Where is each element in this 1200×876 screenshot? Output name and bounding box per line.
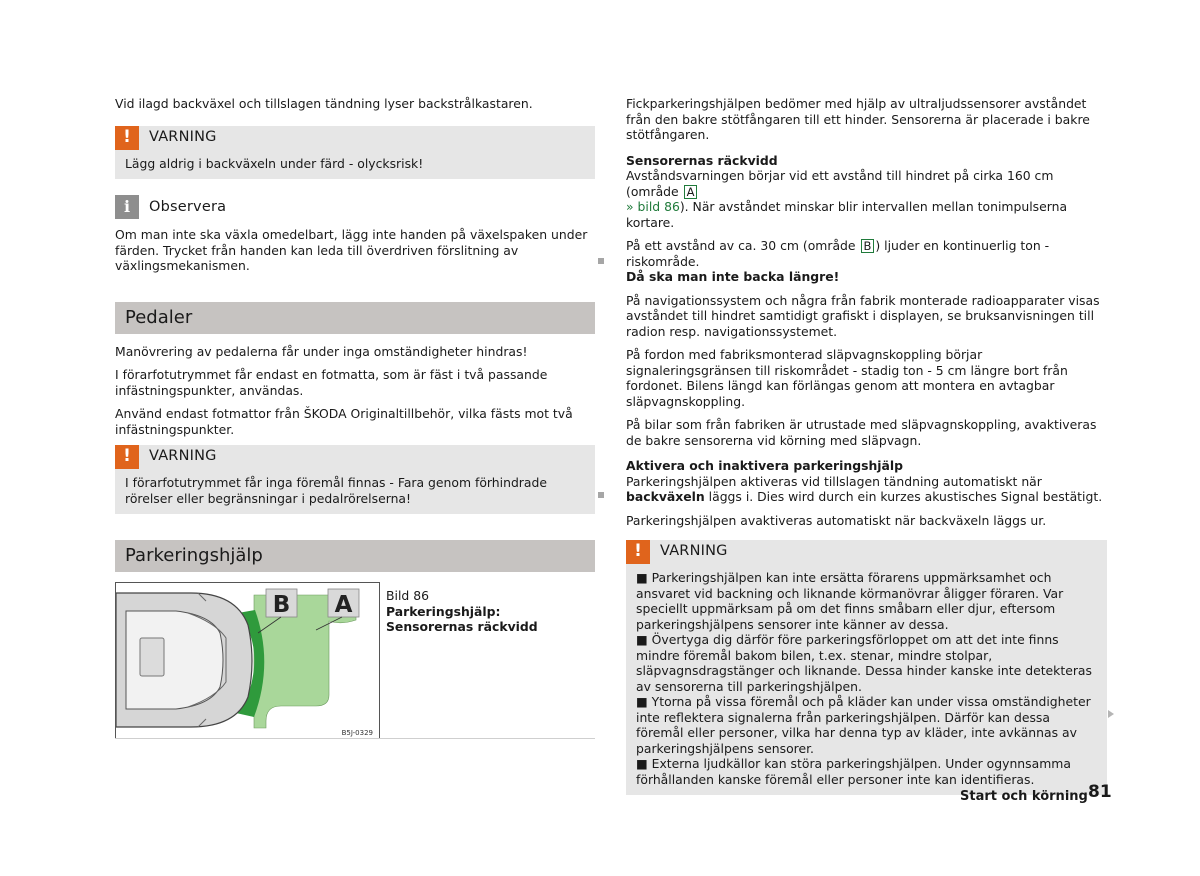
warning-list [626, 564, 1107, 795]
warning-item: ■ Ytorna på vissa föremål och på kläder kan under vissa omständigheter inte reflektera signalerna från parkeringshjälpen. Därför kan dessa föremål eller personer, vilka har denna typ av kläder, inte avkännas av parkeringshjälpens sensorer. [636, 694, 1091, 756]
towbar-paragraph-2: På bilar som från fabriken är utrustade med släpvagnskoppling, avaktiveras de bakre sensorerna vid körning med släpvagn. [626, 417, 1097, 448]
activate-paragraph-1: Parkeringshjälpen aktiveras vid tillslagen tändning automatiskt när backväxeln läggs i. Dies wird durch ein kurzes akustisches Signal bestätigt. [626, 473, 1103, 504]
area-ref-a: A [684, 185, 698, 199]
figure-number: Bild 86 [386, 588, 429, 603]
reverse-light-text: Vid ilagd backväxel och tillslagen tändning lyser backstrålkastaren. [115, 96, 533, 111]
warning-item: ■ Parkeringshjälpen kan inte ersätta förarens uppmärksamhet och ansvaret vid backning och liknande körmanövrar åligger föraren. Var speciellt uppmärksam på om det finns småbarn eller djur, eftersom parkeringshjälpens sensorer inte känner av dessa. [636, 570, 1064, 632]
warning-box-reverse-gear [115, 126, 595, 180]
figure-title: Parkeringshjälp: Sensorernas räckvidd [386, 603, 538, 634]
warning-text: I förarfotutrymmet får inga föremål finnas - Fara genom förhindrade rörelser eller begränsningar i pedalrörelserna! [125, 475, 547, 506]
left-column [115, 96, 595, 740]
note-box [115, 195, 595, 274]
warning-title: VARNING [149, 128, 217, 145]
area-ref-b: B [861, 239, 875, 253]
warning-icon: ! [115, 126, 139, 150]
info-icon: i [115, 195, 139, 219]
warning-icon: ! [115, 445, 139, 469]
warning-title: VARNING [660, 543, 728, 560]
note-title: Observera [139, 195, 595, 219]
continue-arrow-icon [1108, 710, 1114, 718]
pedaler-paragraph-2: I förarfotutrymmet får endast en fotmatta, som är fäst i två passande infästningspunkter, användas. [115, 367, 548, 398]
warning-item: ■ Övertyga dig därför före parkeringsförloppet om att det inte finns mindre föremål bakom bilen, t.ex. stenar, mindre stolpar, släpvagnsdragstänger och liknande. Dessa hinder kanske inte detekteras av sensorerna till parkeringshjälpen. [636, 632, 1092, 694]
figure-86 [115, 582, 595, 740]
label-a: A [334, 592, 353, 618]
section-title-parkeringshjalp: Parkeringshjälp [115, 540, 595, 572]
page-number: 81 [1088, 782, 1112, 802]
figure-caption [386, 588, 586, 635]
warning-text: Lägg aldrig i backväxeln under färd - olycksrisk! [125, 155, 424, 171]
sensor-range-paragraph-1: Avståndsvarningen börjar vid ett avstånd till hindret på cirka 160 cm (område A » bild 86). När avståndet minskar blir intervallen mellan tonimpulserna kortare. [626, 168, 1068, 230]
figure-code: B5J-0329 [341, 729, 373, 737]
section-title-pedaler: Pedaler [115, 302, 595, 334]
subheading-activate: Aktivera och inaktivera parkeringshjälp [626, 458, 903, 473]
label-b: B [272, 592, 291, 618]
navigation-paragraph: På navigationssystem och några från fabrik monterade radioapparater visas avståndet till hindret samtidigt grafiskt i displayen, se bruksanvisningen till radion resp. navigationssystemet. [626, 292, 1100, 339]
figure-link[interactable]: » bild 86 [626, 199, 680, 214]
section-end-marker [598, 258, 604, 264]
right-column [626, 96, 1107, 805]
warning-box-parking [626, 540, 1107, 795]
section-end-marker [598, 492, 604, 498]
pedaler-paragraph-3: Använd endast fotmattor från ŠKODA Originaltillbehör, vilka fästs mot två infästningspunkter. [115, 406, 573, 437]
warning-title: VARNING [149, 448, 217, 465]
sensor-range-paragraph-2: På ett avstånd av ca. 30 cm (område B ) ljuder en kontinuerlig ton - riskområde. Då ska man inte backa längre! [626, 238, 1050, 284]
pedaler-paragraph-1: Manövrering av pedalerna får under inga omständigheter hindras! [115, 343, 528, 359]
subheading-sensor-range: Sensorernas räckvidd [626, 152, 778, 168]
figure-image [115, 582, 380, 739]
towbar-paragraph-1: På fordon med fabriksmonterad släpvagnskoppling börjar signaleringsgränsen till riskområdet - stadig ton - 5 cm längre bort från fordonet. Bilens längd kan förlängas genom att montera en avtagbar släpvagnskoppling. [626, 347, 1068, 409]
warning-item: ■ Externa ljudkällor kan störa parkeringshjälpen. Under ogynnsamma förhållanden kanske föremål eller personer inte kan identifieras. [636, 756, 1071, 787]
footer-section-title: Start och körning [960, 789, 1088, 804]
note-text: Om man inte ska växla omedelbart, lägg inte handen på växelspaken under färden. Trycket från handen kan leda till överdriven förslitning av växlingsmekanismen. [115, 227, 588, 273]
warning-icon: ! [626, 540, 650, 564]
warning-box-pedals [115, 445, 595, 514]
activate-paragraph-2: Parkeringshjälpen avaktiveras automatiskt när backväxeln läggs ur. [626, 512, 1047, 528]
parking-intro-text: Fickparkeringshjälpen bedömer med hjälp av ultraljudssensorer avståndet från den bakre stötfångaren till ett hinder. Sensorerna är placerade i bakre stötfångaren. [626, 96, 1090, 142]
parking-sensor-diagram [116, 583, 379, 738]
